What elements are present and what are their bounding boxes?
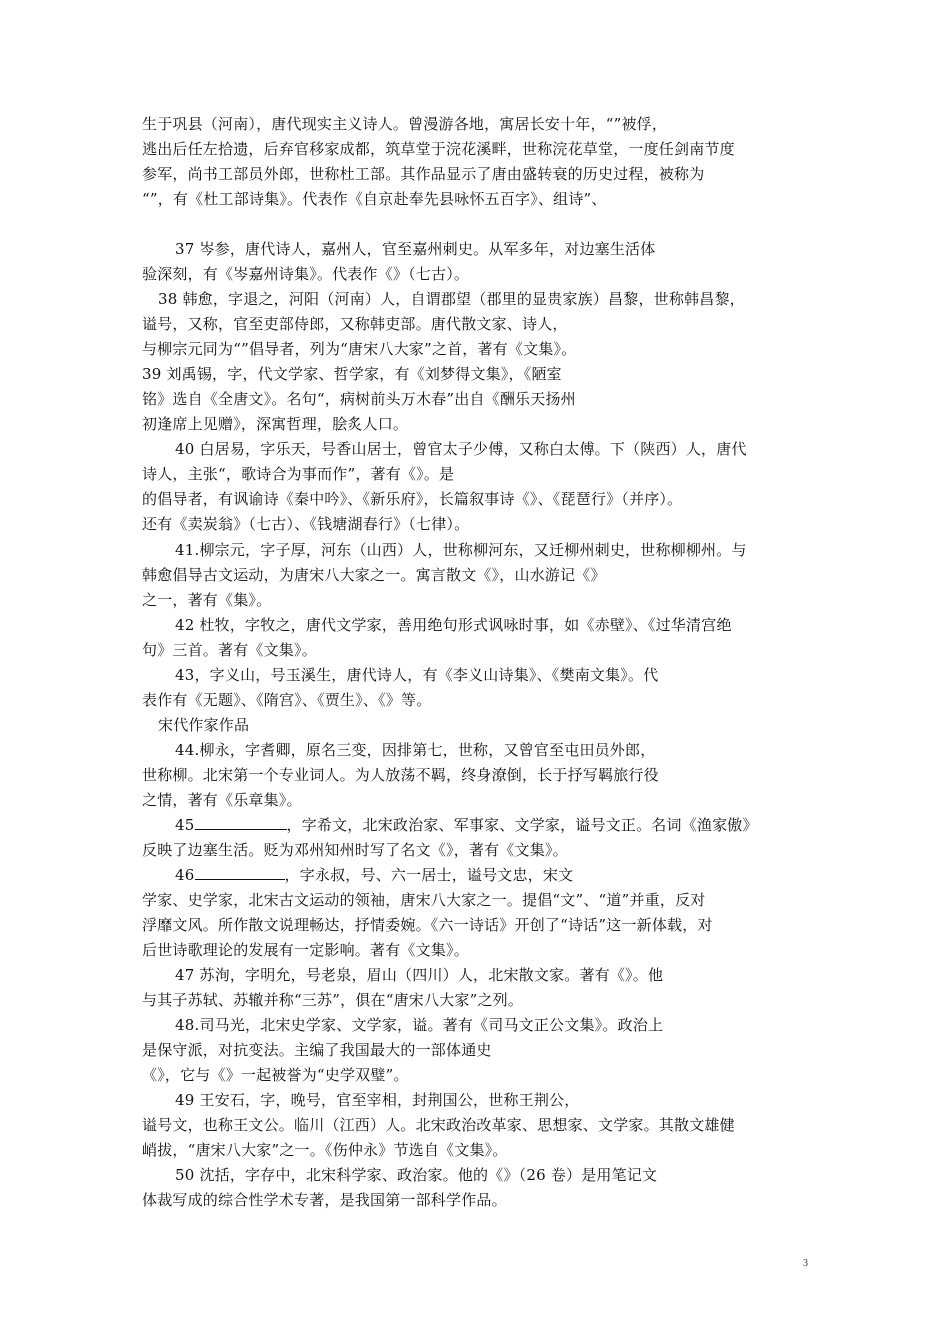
text-line: 诗人，主张“，歌诗合为事而作”，著有《》。是: [142, 465, 455, 483]
text-line: 49 王安石，字，晚号，官至宰相，封荆国公，世称王荆公，: [175, 1091, 580, 1109]
text-line: 42 杜牧，字牧之，唐代文学家，善用绝句形式讽咏时事，如《赤壁》、《过华清宫绝: [175, 616, 732, 634]
text-line: 峭拔，“唐宋八大家”之一。《伤仲永》节选自《文集》。: [142, 1141, 508, 1159]
text-line: 37 岑参，唐代诗人，嘉州人，官至嘉州刺史。从军多年，对边塞生活体: [175, 240, 656, 258]
text-line: [175, 865, 573, 885]
text-line: 38 韩愈，字退之，河阳（河南）人，自谓郡望（郡里的显贵家族）昌黎，世称韩昌黎，: [158, 290, 745, 308]
text-line: 生于巩县（河南），唐代现实主义诗人。曾漫游各地，寓居长安十年，“”被俘，: [142, 115, 668, 133]
fill-blank: [195, 865, 285, 880]
text-line: 谥号文，也称王文公。临川（江西）人。北宋政治改革家、思想家、文学家。其散文雄健: [142, 1116, 735, 1134]
item-number: 45: [175, 816, 195, 834]
fill-blank: [195, 815, 287, 830]
text-line: 43，字义山，号玉溪生，唐代诗人，有《李义山诗集》、《樊南文集》。代: [175, 666, 659, 684]
text-line: 39 刘禹锡，字，代文学家、哲学家，有《刘梦得文集》，《陋室: [142, 365, 562, 383]
text-line: 学家、史学家，北宋古文运动的领袖，唐宋八大家之一。提倡“文”、“道”并重，反对: [142, 891, 706, 909]
text-line: 铭》选自《全唐文》。名句“，病树前头万木春”出自《酬乐天扬州: [142, 390, 576, 408]
text-line: 40 白居易，字乐天，号香山居士，曾官太子少傅，又称白太傅。下（陕西）人，唐代: [175, 440, 747, 458]
text-line: 与其子苏轼、苏辙并称“三苏”，俱在“唐宋八大家”之列。: [142, 991, 524, 1009]
text-line: 逃出后任左拾遗，后弃官移家成都，筑草堂于浣花溪畔，世称浣花草堂，一度任剑南节度: [142, 140, 735, 158]
text-line: 谥号，又称，官至吏部侍郎，又称韩吏部。唐代散文家、诗人，: [142, 315, 568, 333]
text-line: 之一，著有《集》。: [142, 591, 272, 609]
text-line: “”，有《杜工部诗集》。代表作《自京赴奉先县咏怀五百字》、组诗”、: [142, 190, 607, 208]
text-line: 50 沈括，字存中，北宋科学家、政治家。他的《》（26 卷）是用笔记文: [175, 1166, 658, 1184]
item-number: 46: [175, 866, 195, 884]
text-line: 浮靡文风。所作散文说理畅达，抒情委婉。《六一诗话》开创了“诗话”这一新体载，对: [142, 916, 713, 934]
text-segment: ，字希文，北宋政治家、军事家、文学家，谥号文正。名词《渔家傲》: [286, 816, 758, 834]
text-line: 还有《卖炭翁》（七古）、《钱塘湖春行》（七律）。: [142, 515, 470, 533]
text-line: 体裁写成的综合性学术专著，是我国第一部科学作品。: [142, 1191, 507, 1209]
text-line: 48.司马光，北宋史学家、文学家，谥。著有《司马文正公文集》。政治上: [175, 1016, 664, 1034]
text-line: 韩愈倡导古文运动，为唐宋八大家之一。寓言散文《》，山水游记《》: [142, 566, 606, 584]
text-segment: ，字永叔，号、六一居士，谥号文忠，宋文: [284, 866, 574, 884]
text-line: 之情，著有《乐章集》。: [142, 791, 302, 809]
text-line: 的倡导者，有讽谕诗《秦中吟》、《新乐府》，长篇叙事诗《》、《琵琶行》（并序）。: [142, 490, 683, 508]
text-line: 反映了边塞生活。贬为邓州知州时写了名文《》，著有《文集》。: [142, 841, 568, 859]
text-line: 句》三首。著有《文集》。: [142, 641, 317, 659]
text-line: 是保守派，对抗变法。主编了我国最大的一部体通史: [142, 1041, 492, 1059]
section-heading: 宋代作家作品: [158, 716, 250, 734]
text-line: 44.柳永，字耆卿，原名三变，因排第七，世称，又曾官至屯田员外郎，: [175, 741, 656, 759]
text-line: 世称柳。北宋第一个专业词人。为人放荡不羁，终身潦倒，长于抒写羁旅行役: [142, 766, 659, 784]
text-line: 表作有《无题》、《隋宫》、《贾生》、《》等。: [142, 691, 432, 709]
page-number: 3: [803, 1258, 808, 1269]
text-line: 《》，它与《》一起被誉为“史学双璧”。: [142, 1066, 409, 1084]
text-line: 41.柳宗元，字子厚，河东（山西）人，世称柳河东，又迁柳州刺史，世称柳柳州。与: [175, 541, 747, 559]
text-line: 验深刻，有《岑嘉州诗集》。代表作《》（七古）。: [142, 265, 470, 283]
text-line: 与柳宗元同为“”倡导者，列为“唐宋八大家”之首，著有《文集》。: [142, 340, 577, 358]
text-line: 初逢席上见赠》，深寓哲理，脍炙人口。: [142, 415, 409, 433]
text-line: [175, 815, 758, 835]
text-line: 47 苏洵，字明允，号老泉，眉山（四川）人，北宋散文家。著有《》。他: [175, 966, 664, 984]
text-line: 参军，尚书工部员外郎，世称杜工部。其作品显示了唐由盛转衰的历史过程，被称为: [142, 165, 705, 183]
text-line: 后世诗歌理论的发展有一定影响。著有《文集》。: [142, 941, 469, 959]
